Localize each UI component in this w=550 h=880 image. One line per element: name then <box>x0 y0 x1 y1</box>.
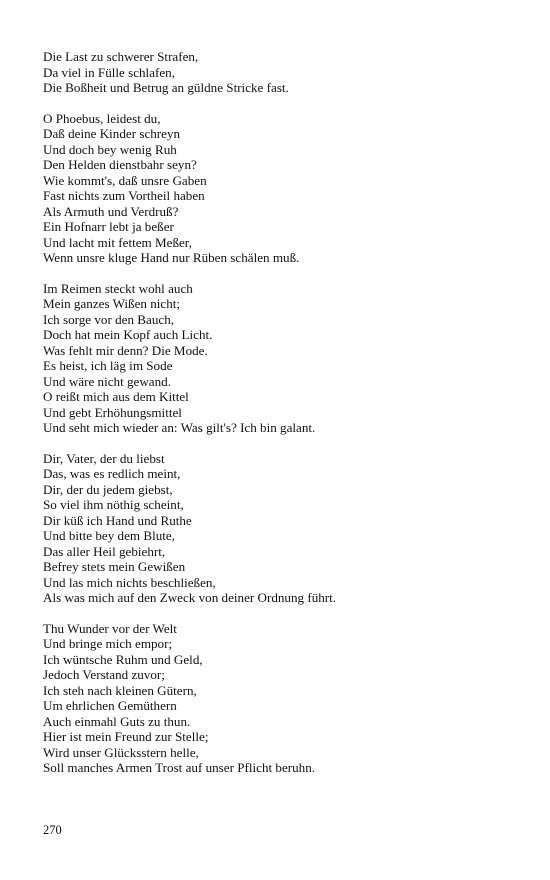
poem-line: Das aller Heil gebiehrt, <box>43 543 166 559</box>
poem-line: Mein ganzes Wißen nicht; <box>43 296 181 311</box>
poem-line: Daß deine Kinder schreyn <box>43 126 181 141</box>
poem-line: Und las mich nichts beschließen, <box>43 574 216 590</box>
poem-line: Ein Hofnarr lebt ja beßer <box>43 219 174 234</box>
poem-line: Und doch bey wenig Ruh <box>43 141 177 157</box>
poem-line: Als Armuth und Verdruß? <box>43 203 179 219</box>
poem-line: Dir, Vater, der du liebst <box>43 450 165 466</box>
poem-line: Fast nichts zum Vortheil haben <box>43 188 205 203</box>
stanza <box>43 451 523 606</box>
stanza <box>43 111 523 266</box>
poem-line: Den Helden dienstbahr seyn? <box>43 157 197 172</box>
poem-line: Dir küß ich Hand und Ruthe <box>43 512 192 528</box>
stanza <box>43 281 523 436</box>
poem-line: Wie kommt's, daß unsre Gaben <box>43 172 207 188</box>
poem-line: Als was mich auf den Zweck von deiner Ordnung führt. <box>43 590 337 605</box>
poem-line: Das, was es redlich meint, <box>43 466 181 481</box>
stanza <box>43 621 523 776</box>
poem-line: Was fehlt mir denn? Die Mode. <box>43 342 208 358</box>
poem-line: Im Reimen steckt wohl auch <box>43 280 193 296</box>
page-number: 270 <box>43 823 62 837</box>
poem-line: Jedoch Verstand zuvor; <box>43 667 165 682</box>
stanza <box>43 49 523 96</box>
poem-line: Doch hat mein Kopf auch Licht. <box>43 327 213 342</box>
poem-line: So viel ihm nöthig scheint, <box>43 497 184 512</box>
poem-line: Die Last zu schwerer Strafen, <box>43 49 199 64</box>
poem-line: Soll manches Armen Trost auf unser Pflicht beruhn. <box>43 760 316 775</box>
poem-text <box>43 49 523 791</box>
poem-line: Befrey stets mein Gewißen <box>43 559 186 574</box>
poem-line: Die Boßheit und Betrug an güldne Stricke fast. <box>43 80 289 95</box>
poem-line: Und bringe mich empor; <box>43 636 173 651</box>
poem-line: Thu Wunder vor der Welt <box>43 620 177 636</box>
poem-line: Wird unser Glücksstern helle, <box>43 744 199 760</box>
poem-line: Da viel in Fülle schlafen, <box>43 64 175 80</box>
poem-line: Und lacht mit fettem Meßer, <box>43 234 192 250</box>
poem-line: O Phoebus, leidest du, <box>43 110 161 126</box>
poem-line: Um ehrlichen Gemüthern <box>43 698 177 713</box>
poem-line: Dir, der du jedem giebst, <box>43 481 173 497</box>
poem-line: Hier ist mein Freund zur Stelle; <box>43 729 209 744</box>
poem-line: Auch einmahl Guts zu thun. <box>43 713 191 729</box>
poem-line: Und bitte bey dem Blute, <box>43 528 176 543</box>
poem-line: O reißt mich aus dem Kittel <box>43 389 189 404</box>
poem-line: Und wäre nicht gewand. <box>43 373 171 389</box>
poem-line: Ich steh nach kleinen Gütern, <box>43 682 197 698</box>
poem-line: Und gebt Erhöhungsmittel <box>43 404 182 420</box>
poem-line: Wenn unsre kluge Hand nur Rüben schälen muß. <box>43 250 300 265</box>
poem-line: Ich wüntsche Ruhm und Geld, <box>43 651 203 667</box>
poem-line: Und seht mich wieder an: Was gilt's? Ich bin galant. <box>43 420 316 435</box>
poem-line: Es heist, ich läg im Sode <box>43 358 173 373</box>
poem-line: Ich sorge vor den Bauch, <box>43 311 175 327</box>
